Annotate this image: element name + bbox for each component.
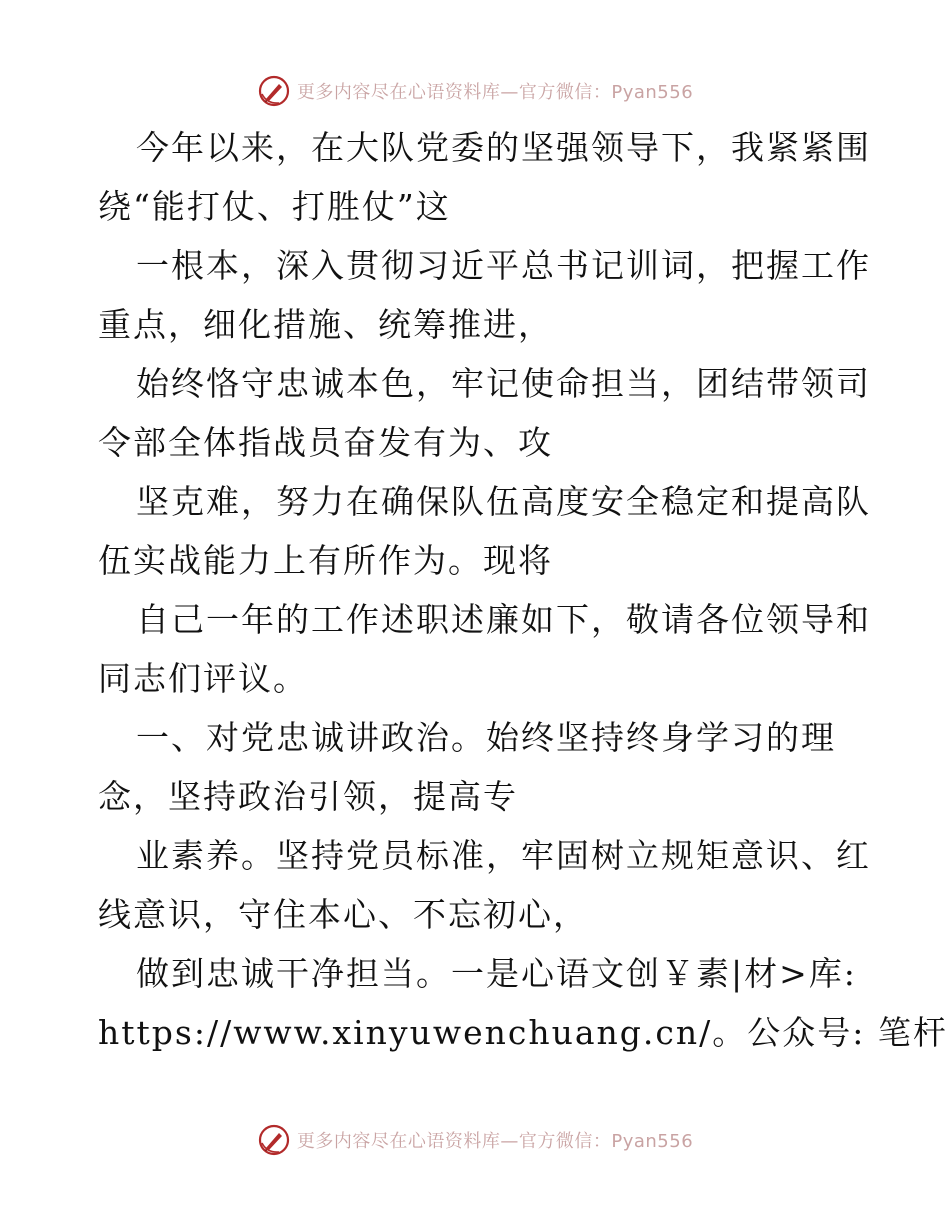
body-line: 令部全体指战员奋发有为、攻 [98, 423, 553, 462]
body-line: 线意识，守住本心、不忘初心， [98, 895, 588, 934]
body-line: 伍实战能力上有所作为。现将 [98, 541, 553, 580]
pen-logo-icon [257, 1123, 291, 1157]
body-line: https://www.xinyuwenchuang.cn/。公众号: 笔杆 [98, 1013, 948, 1052]
body-line: 业素养。坚持党员标准，牢固树立规矩意识、红 [136, 836, 871, 875]
document-body [98, 118, 948, 1062]
body-line: 绕“能打仗、打胜仗”这 [98, 187, 451, 226]
body-line: 念，坚持政治引领，提高专 [98, 777, 518, 816]
body-line: 一、对党忠诚讲政治。始终坚持终身学习的理 [136, 718, 836, 757]
body-line: 今年以来，在大队党委的坚强领导下，我紧紧围 [136, 128, 871, 167]
body-line: 始终恪守忠诚本色，牢记使命担当，团结带领司 [136, 364, 871, 403]
footer-watermark-text: 更多内容尽在心语资料库—官方微信：Pyan556 [296, 1131, 694, 1152]
body-line: 坚克难，努力在确保队伍高度安全稳定和提高队 [136, 482, 871, 521]
body-line: 一根本，深入贯彻习近平总书记训词，把握工作 [136, 246, 871, 285]
header-watermark-text: 更多内容尽在心语资料库—官方微信：Pyan556 [296, 82, 694, 103]
body-line: 做到忠诚干净担当。一是心语文创￥素|材>库: [136, 954, 857, 993]
body-line: 自己一年的工作述职述廉如下，敬请各位领导和 [136, 600, 871, 639]
body-line: 同志们评议。 [98, 659, 308, 698]
header-watermark-banner [0, 71, 950, 111]
body-line: 重点，细化措施、统筹推进， [98, 305, 553, 344]
pen-logo-icon [257, 74, 291, 108]
footer-watermark-banner [0, 1120, 950, 1160]
